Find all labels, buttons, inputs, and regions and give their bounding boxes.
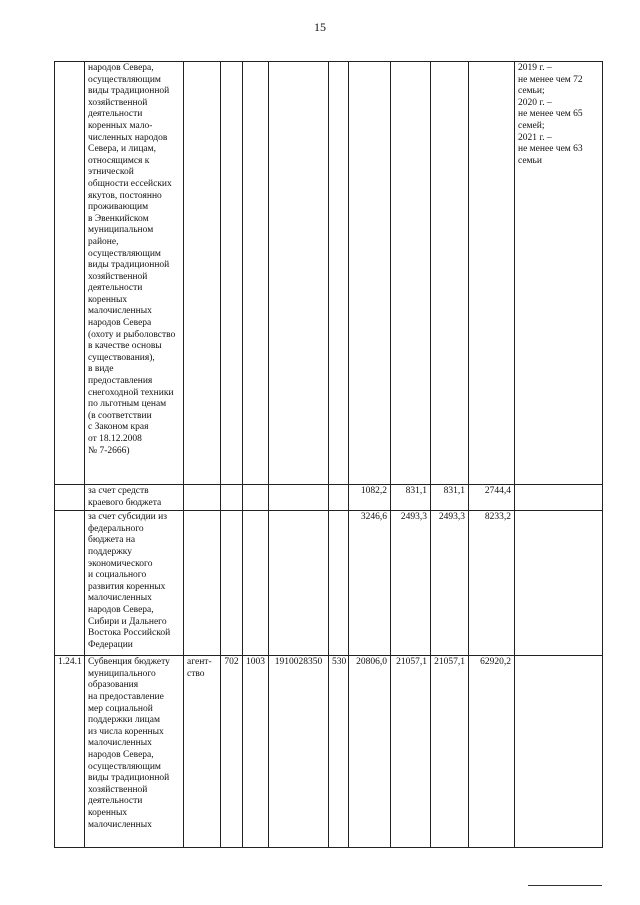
table-row — [55, 62, 603, 485]
row-section-code — [243, 62, 269, 485]
row-number: 1.24.1 — [55, 656, 85, 848]
row-target-article — [269, 511, 329, 656]
row-expense-type — [329, 511, 349, 656]
row-grbs-code — [221, 511, 243, 656]
row-target-article: 1910028350 — [269, 656, 329, 848]
row-expense-type — [329, 485, 349, 511]
row-number — [55, 511, 85, 656]
row-amount-total: 8233,2 — [469, 511, 515, 656]
row-amount-total: 62920,2 — [469, 656, 515, 848]
table-row — [55, 656, 603, 848]
row-expense-type: 530 — [329, 656, 349, 848]
table-row — [55, 485, 603, 511]
row-section-code — [243, 485, 269, 511]
row-agency — [184, 511, 221, 656]
row-amount-2020: 21057,1 — [391, 656, 431, 848]
row-grbs-code — [221, 485, 243, 511]
row-expected-result — [515, 485, 603, 511]
row-expected-result — [515, 656, 603, 848]
row-section-code: 1003 — [243, 656, 269, 848]
row-amount-2020 — [391, 62, 431, 485]
row-target-article — [269, 62, 329, 485]
row-description: Субвенция бюджету муниципального образования на предоставление мер социальной поддержки лицам из числа коренных малочисленных народов Севера, осуществляющим виды традиционной хозяйственной деятельности коренных малочисленных — [85, 656, 184, 848]
row-amount-2019 — [349, 62, 391, 485]
footer-rule — [528, 885, 602, 886]
row-amount-2019: 3246,6 — [349, 511, 391, 656]
row-amount-total: 2744,4 — [469, 485, 515, 511]
row-amount-total — [469, 62, 515, 485]
row-amount-2021: 2493,3 — [431, 511, 469, 656]
row-description: за счет средств краевого бюджета — [85, 485, 184, 511]
page-number: 15 — [314, 20, 326, 34]
row-number — [55, 62, 85, 485]
row-amount-2021: 831,1 — [431, 485, 469, 511]
row-expected-result — [515, 511, 603, 656]
row-grbs-code: 702 — [221, 656, 243, 848]
row-amount-2019: 1082,2 — [349, 485, 391, 511]
row-agency: агент- ство — [184, 656, 221, 848]
row-grbs-code — [221, 62, 243, 485]
row-agency — [184, 485, 221, 511]
row-agency — [184, 62, 221, 485]
row-amount-2021: 21057,1 — [431, 656, 469, 848]
row-expected-result: 2019 г. – не менее чем 72 семьи; 2020 г. – не менее чем 65 семей; 2021 г. – не менее чем 63 семьи — [515, 62, 603, 485]
row-amount-2020: 2493,3 — [391, 511, 431, 656]
budget-table — [54, 61, 603, 848]
row-description: народов Севера, осуществляющим виды традиционной хозяйственной деятельности коренных мало- численных народов Севера, и лицам, относящимся к этнической общности ессейских якутов, постоянно проживающим в Эвенкийском муниципальном районе, осуществляющим виды традиционной хозяйственной деятельности коренных малочисленных народов Севера (охоту и рыболовство в качестве основы существования), в виде предоставления снегоходной техники по льготным ценам (в соответствии с Законом края от 18.12.2008 № 7-2666) — [85, 62, 184, 485]
row-section-code — [243, 511, 269, 656]
row-amount-2020: 831,1 — [391, 485, 431, 511]
row-target-article — [269, 485, 329, 511]
row-description: за счет субсидии из федерального бюджета на поддержку экономического и социального развития коренных малочисленных народов Севера, Сибири и Дальнего Востока Российской Федерации — [85, 511, 184, 656]
row-number — [55, 485, 85, 511]
row-expense-type — [329, 62, 349, 485]
row-amount-2019: 20806,0 — [349, 656, 391, 848]
row-amount-2021 — [431, 62, 469, 485]
table-row — [55, 511, 603, 656]
